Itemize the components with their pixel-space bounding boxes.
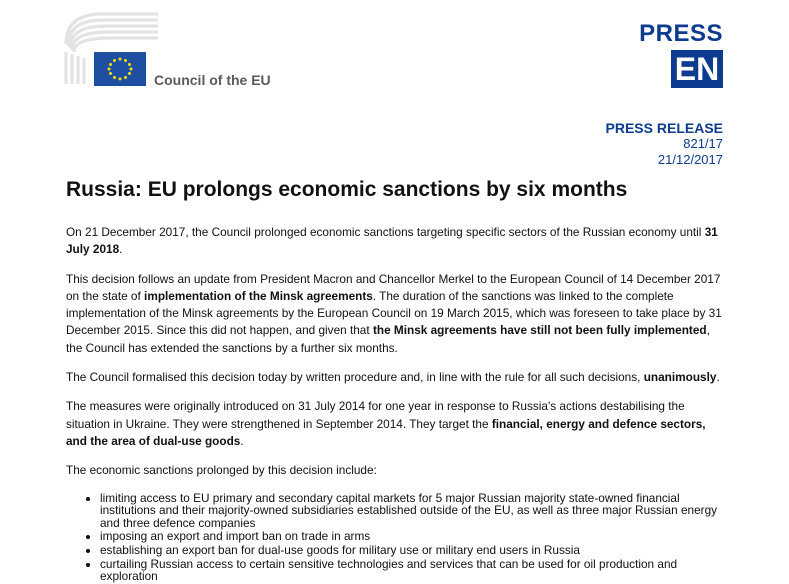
paragraph-2: This decision follows an update from President Macron and Chancellor Merkel to the European Council of 14 December 2017 on the state of implementation of the Minsk agreements. The duration of the sanctions was linked to the complete implementation of the Minsk agreements by the European Council on 19 March 2015, which was foreseen to take place by 31 December 2015. Since this did not happen, and given that the Minsk agreements have still not been fully implemented, the Council has extended the sanctions by a further six months.: [66, 271, 722, 355]
list-item: • curtailing Russian access to certain sensitive technologies and services that can be used for oil production and exploration: [100, 558, 728, 583]
list-item: • establishing an export ban for dual-use goods for military use or military end users in Russia: [100, 544, 728, 557]
paragraph-1: On 21 December 2017, the Council prolonged economic sanctions targeting specific sectors of the Russian economy until 31 July 2018.: [66, 225, 718, 257]
paragraph-5: The economic sanctions prolonged by this decision include:: [66, 463, 377, 478]
paragraph-3: The Council formalised this decision today by written procedure and, in line with the rule for all such decisions, unanimously.: [66, 370, 720, 385]
organization-name: Council of the EU: [154, 72, 271, 88]
list-item: • limiting access to EU primary and secondary capital markets for 5 major Russian majority state-owned financial institutions and their majority-owned subsidiaries established outside of the EU, as well as three major Russian energy and three defence companies: [100, 492, 728, 530]
release-info: [606, 120, 723, 168]
release-date: 21/12/2017: [657, 152, 723, 167]
release-number: 821/17: [683, 136, 723, 151]
release-label: PRESS RELEASE: [605, 120, 723, 136]
language-badge: EN: [671, 50, 723, 88]
page-title: Russia: EU prolongs economic sanctions by six months: [66, 178, 628, 201]
paragraph-4: The measures were originally introduced on 31 July 2014 for one year in response to Russia's actions destabilising the situation in Ukraine. They were strengthened in September 2014. They target the financial, energy and defence sectors, and the area of dual-use goods.: [66, 399, 706, 448]
council-logo: [62, 10, 162, 90]
article-body: [66, 224, 728, 584]
sanctions-list: [66, 492, 728, 583]
press-label: PRESS: [639, 20, 723, 47]
list-item: • imposing an export and import ban on trade in arms: [100, 530, 728, 543]
council-building-icon: [62, 10, 162, 90]
eu-flag-icon: [94, 52, 146, 86]
